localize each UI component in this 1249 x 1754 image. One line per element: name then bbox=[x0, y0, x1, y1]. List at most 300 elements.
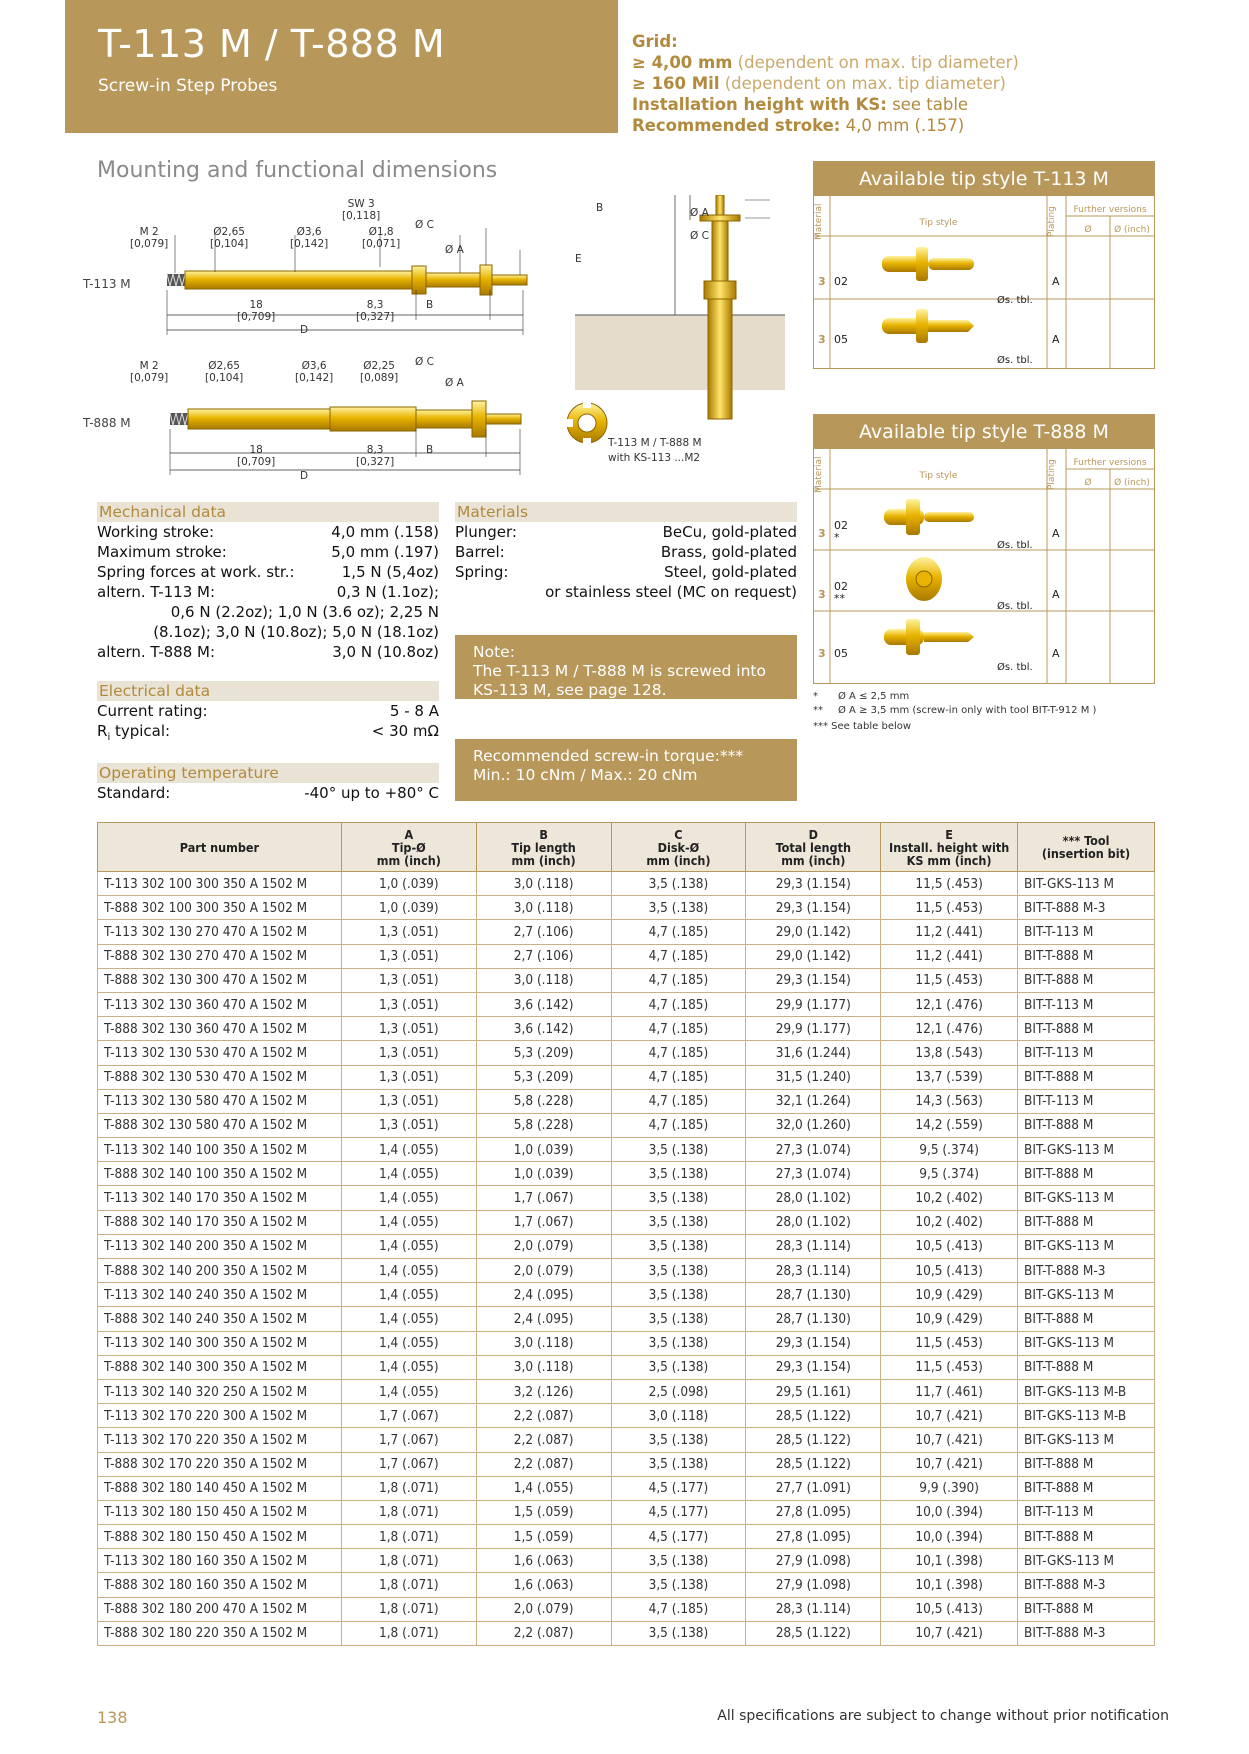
t113-row1-mat: 3 bbox=[818, 275, 826, 288]
table-cell: 1,0 (.039) bbox=[341, 872, 476, 896]
table-cell: T-113 302 140 300 350 A 1502 M bbox=[98, 1331, 342, 1355]
table-cell: 29,3 (1.154) bbox=[746, 896, 881, 920]
table-cell: 4,5 (.177) bbox=[611, 1500, 746, 1524]
table-cell: 1,4 (.055) bbox=[341, 1259, 476, 1283]
col-install-height: E Install. height with KS mm (inch) bbox=[881, 823, 1018, 872]
ks-dc: Ø C bbox=[690, 230, 709, 242]
table-cell: T-113 302 140 200 350 A 1502 M bbox=[98, 1234, 342, 1258]
table-cell: 29,0 (1.142) bbox=[746, 944, 881, 968]
table-cell: 28,0 (1.102) bbox=[746, 1186, 881, 1210]
spring-row: Spring: Steel, gold-plated bbox=[455, 563, 797, 581]
electrical-data-section bbox=[97, 681, 439, 741]
table-cell: 3,0 (.118) bbox=[476, 968, 611, 992]
d1-sw3: SW 3 [0,118] bbox=[342, 198, 381, 222]
table-cell: 5,8 (.228) bbox=[476, 1113, 611, 1137]
table-cell: 11,5 (.453) bbox=[881, 872, 1018, 896]
t888-row1-note: Øs. tbl. bbox=[997, 540, 1033, 551]
table-cell: T-888 302 140 100 350 A 1502 M bbox=[98, 1162, 342, 1186]
table-cell: 2,0 (.079) bbox=[476, 1597, 611, 1621]
table-cell: 9,9 (.390) bbox=[881, 1476, 1018, 1500]
d2-d265: Ø2,65 [0,104] bbox=[205, 360, 244, 384]
table-row bbox=[98, 1210, 1155, 1234]
table-cell: 1,4 (.055) bbox=[341, 1234, 476, 1258]
tip-style-t113-title: Available tip style T-113 M bbox=[814, 162, 1154, 196]
table-row bbox=[98, 1331, 1155, 1355]
table-cell: 28,5 (1.122) bbox=[746, 1452, 881, 1476]
table-cell: 28,3 (1.114) bbox=[746, 1597, 881, 1621]
table-cell: 28,5 (1.122) bbox=[746, 1404, 881, 1428]
table-row bbox=[98, 920, 1155, 944]
t113-label: T-113 M bbox=[83, 277, 131, 291]
table-cell: 3,0 (.118) bbox=[476, 872, 611, 896]
table-cell: 2,4 (.095) bbox=[476, 1307, 611, 1331]
t888-col-tip-style: Tip style bbox=[919, 471, 958, 481]
t888-row3-mat: 3 bbox=[818, 647, 826, 660]
table-cell: 3,5 (.138) bbox=[611, 1549, 746, 1573]
table-cell: 13,8 (.543) bbox=[881, 1041, 1018, 1065]
table-cell: 28,0 (1.102) bbox=[746, 1210, 881, 1234]
table-cell: 11,7 (.461) bbox=[881, 1379, 1018, 1403]
table-cell: 27,8 (1.095) bbox=[746, 1525, 881, 1549]
table-cell: 31,5 (1.240) bbox=[746, 1065, 881, 1089]
t113-col-dia-inch: Ø (inch) bbox=[1114, 225, 1150, 235]
table-cell: 10,5 (.413) bbox=[881, 1259, 1018, 1283]
d2-da: Ø A bbox=[445, 377, 464, 389]
tip-888-05-image bbox=[884, 619, 974, 655]
table-cell: 10,9 (.429) bbox=[881, 1283, 1018, 1307]
table-cell: 4,7 (.185) bbox=[611, 944, 746, 968]
table-cell: 1,3 (.051) bbox=[341, 992, 476, 1016]
table-cell: BIT-T-888 M-3 bbox=[1018, 1621, 1155, 1645]
table-cell: 1,4 (.055) bbox=[341, 1138, 476, 1162]
table-row bbox=[98, 944, 1155, 968]
table-cell: T-888 302 140 300 350 A 1502 M bbox=[98, 1355, 342, 1379]
table-cell: 1,8 (.071) bbox=[341, 1525, 476, 1549]
t888-row2-plating: A bbox=[1052, 588, 1060, 601]
table-row bbox=[98, 1234, 1155, 1258]
table-cell: 2,5 (.098) bbox=[611, 1379, 746, 1403]
t113-row1-note: Øs. tbl. bbox=[997, 295, 1033, 306]
table-cell: 10,2 (.402) bbox=[881, 1186, 1018, 1210]
table-row bbox=[98, 872, 1155, 896]
col-disk-dia: C Disk-Ø mm (inch) bbox=[611, 823, 746, 872]
operating-temp-section bbox=[97, 763, 439, 803]
table-cell: 28,3 (1.114) bbox=[746, 1259, 881, 1283]
t888-row3-plating: A bbox=[1052, 647, 1060, 660]
table-cell: 27,3 (1.074) bbox=[746, 1138, 881, 1162]
table-cell: 3,0 (.118) bbox=[611, 1404, 746, 1428]
d1-d36: Ø3,6 [0,142] bbox=[290, 226, 329, 250]
table-cell: T-113 302 130 360 470 A 1502 M bbox=[98, 992, 342, 1016]
alt-t888-row: altern. T-888 M: 3,0 N (10.8oz) bbox=[97, 643, 439, 661]
table-cell: 1,3 (.051) bbox=[341, 944, 476, 968]
table-cell: 10,1 (.398) bbox=[881, 1573, 1018, 1597]
section-title: Mounting and functional dimensions bbox=[97, 158, 498, 183]
table-cell: BIT-GKS-113 M bbox=[1018, 1549, 1155, 1573]
table-cell: BIT-T-888 M bbox=[1018, 1452, 1155, 1476]
table-row bbox=[98, 1017, 1155, 1041]
table-cell: T-888 302 180 150 450 A 1502 M bbox=[98, 1525, 342, 1549]
table-row bbox=[98, 1138, 1155, 1162]
d2-d36: Ø3,6 [0,142] bbox=[295, 360, 334, 384]
table-cell: 12,1 (.476) bbox=[881, 992, 1018, 1016]
table-cell: 9,5 (.374) bbox=[881, 1138, 1018, 1162]
table-cell: BIT-T-888 M bbox=[1018, 968, 1155, 992]
table-row bbox=[98, 1549, 1155, 1573]
table-row bbox=[98, 1041, 1155, 1065]
table-cell: 10,5 (.413) bbox=[881, 1597, 1018, 1621]
ks-caption-2: with KS-113 ...M2 bbox=[608, 452, 701, 464]
table-cell: 29,9 (1.177) bbox=[746, 1017, 881, 1041]
col-tip-length: B Tip length mm (inch) bbox=[476, 823, 611, 872]
table-cell: 32,0 (1.260) bbox=[746, 1113, 881, 1137]
table-cell: 10,7 (.421) bbox=[881, 1452, 1018, 1476]
table-cell: 13,7 (.539) bbox=[881, 1065, 1018, 1089]
table-cell: BIT-T-888 M bbox=[1018, 1210, 1155, 1234]
tip-02-image bbox=[882, 247, 974, 281]
table-cell: 32,1 (1.264) bbox=[746, 1089, 881, 1113]
table-cell: 1,4 (.055) bbox=[341, 1162, 476, 1186]
table-cell: BIT-T-888 M bbox=[1018, 1065, 1155, 1089]
table-cell: 3,5 (.138) bbox=[611, 1621, 746, 1645]
table-row bbox=[98, 1307, 1155, 1331]
d2-b: B bbox=[426, 444, 434, 456]
table-cell: T-113 302 140 240 350 A 1502 M bbox=[98, 1283, 342, 1307]
t888-col-dia-inch: Ø (inch) bbox=[1114, 478, 1150, 488]
table-cell: 11,5 (.453) bbox=[881, 1355, 1018, 1379]
table-row bbox=[98, 968, 1155, 992]
table-cell: BIT-GKS-113 M bbox=[1018, 1186, 1155, 1210]
table-cell: BIT-GKS-113 M-B bbox=[1018, 1404, 1155, 1428]
table-cell: 4,7 (.185) bbox=[611, 1017, 746, 1041]
table-cell: 2,2 (.087) bbox=[476, 1428, 611, 1452]
table-cell: 28,5 (1.122) bbox=[746, 1428, 881, 1452]
table-cell: 5,3 (.209) bbox=[476, 1065, 611, 1089]
table-cell: 10,9 (.429) bbox=[881, 1307, 1018, 1331]
table-cell: T-113 302 100 300 350 A 1502 M bbox=[98, 872, 342, 896]
table-cell: BIT-T-113 M bbox=[1018, 1089, 1155, 1113]
table-cell: T-113 302 140 320 250 A 1502 M bbox=[98, 1379, 342, 1403]
t888-col-material: Material bbox=[814, 456, 824, 494]
d1-d: D bbox=[300, 324, 309, 336]
table-cell: 4,7 (.185) bbox=[611, 1113, 746, 1137]
table-cell: 1,8 (.071) bbox=[341, 1597, 476, 1621]
table-cell: 11,5 (.453) bbox=[881, 968, 1018, 992]
table-cell: 1,4 (.055) bbox=[341, 1186, 476, 1210]
table-cell: 2,0 (.079) bbox=[476, 1234, 611, 1258]
table-cell: 10,1 (.398) bbox=[881, 1549, 1018, 1573]
alt-t113-line2: 0,6 N (2.2oz); 1,0 N (3.6 oz); 2,25 N bbox=[170, 603, 439, 621]
table-cell: 1,0 (.039) bbox=[476, 1162, 611, 1186]
table-cell: 11,2 (.441) bbox=[881, 920, 1018, 944]
table-cell: 1,8 (.071) bbox=[341, 1549, 476, 1573]
barrel-row: Barrel: Brass, gold-plated bbox=[455, 543, 797, 561]
table-cell: 1,5 (.059) bbox=[476, 1525, 611, 1549]
operating-heading: Operating temperature bbox=[97, 763, 439, 783]
table-cell: BIT-T-113 M bbox=[1018, 992, 1155, 1016]
table-cell: 2,4 (.095) bbox=[476, 1283, 611, 1307]
electrical-heading: Electrical data bbox=[97, 681, 439, 701]
t888-row1-mat: 3 bbox=[818, 527, 826, 540]
table-cell: BIT-T-888 M bbox=[1018, 1307, 1155, 1331]
table-cell: 3,5 (.138) bbox=[611, 1138, 746, 1162]
table-cell: 1,7 (.067) bbox=[476, 1210, 611, 1234]
table-cell: 2,7 (.106) bbox=[476, 920, 611, 944]
table-cell: 2,2 (.087) bbox=[476, 1452, 611, 1476]
tip-style-t888-panel bbox=[813, 414, 1155, 684]
table-cell: T-113 302 180 160 350 A 1502 M bbox=[98, 1549, 342, 1573]
table-row bbox=[98, 992, 1155, 1016]
table-cell: 3,0 (.118) bbox=[476, 1331, 611, 1355]
table-cell: 1,6 (.063) bbox=[476, 1549, 611, 1573]
table-cell: 10,0 (.394) bbox=[881, 1525, 1018, 1549]
table-cell: BIT-GKS-113 M bbox=[1018, 1138, 1155, 1162]
table-cell: 28,3 (1.114) bbox=[746, 1234, 881, 1258]
table-row bbox=[98, 1162, 1155, 1186]
table-cell: T-113 302 140 170 350 A 1502 M bbox=[98, 1186, 342, 1210]
ks-caption-1: T-113 M / T-888 M bbox=[608, 437, 702, 449]
tip-footnotes: * Ø A ≤ 2,5 mm ** Ø A ≥ 3,5 mm (screw-in only with tool BIT-T-912 M ) *** See table below bbox=[813, 691, 1097, 732]
table-header-row bbox=[98, 823, 1155, 872]
table-cell: 11,5 (.453) bbox=[881, 896, 1018, 920]
table-cell: 3,5 (.138) bbox=[611, 1307, 746, 1331]
table-cell: BIT-T-888 M bbox=[1018, 1476, 1155, 1500]
table-cell: BIT-GKS-113 M bbox=[1018, 1331, 1155, 1355]
table-row bbox=[98, 1476, 1155, 1500]
table-cell: 1,3 (.051) bbox=[341, 1065, 476, 1089]
t888-label: T-888 M bbox=[83, 416, 131, 430]
table-cell: 5,8 (.228) bbox=[476, 1089, 611, 1113]
col-total-length: D Total length mm (inch) bbox=[746, 823, 881, 872]
t113-row1-code: 02 bbox=[834, 275, 848, 288]
materials-section bbox=[455, 502, 797, 602]
table-cell: 3,5 (.138) bbox=[611, 1355, 746, 1379]
t113-col-plating: Plating bbox=[1047, 206, 1057, 238]
table-cell: 28,7 (1.130) bbox=[746, 1307, 881, 1331]
table-row bbox=[98, 1525, 1155, 1549]
table-cell: 3,5 (.138) bbox=[611, 1428, 746, 1452]
table-cell: 29,5 (1.161) bbox=[746, 1379, 881, 1403]
table-cell: T-113 302 170 220 300 A 1502 M bbox=[98, 1404, 342, 1428]
table-row bbox=[98, 1404, 1155, 1428]
d1-d265: Ø2,65 [0,104] bbox=[210, 226, 249, 250]
grid-label: Grid: bbox=[632, 32, 678, 51]
t888-row1-plating: A bbox=[1052, 527, 1060, 540]
table-cell: 3,5 (.138) bbox=[611, 1186, 746, 1210]
table-row bbox=[98, 1065, 1155, 1089]
ks-da: Ø A bbox=[690, 207, 709, 219]
table-cell: 4,7 (.185) bbox=[611, 1065, 746, 1089]
table-cell: 4,5 (.177) bbox=[611, 1525, 746, 1549]
d1-dc: Ø C bbox=[415, 219, 434, 231]
table-cell: 4,5 (.177) bbox=[611, 1476, 746, 1500]
table-cell: 11,5 (.453) bbox=[881, 1331, 1018, 1355]
t888-col-further: Further versions bbox=[1073, 458, 1147, 468]
ks-b: B bbox=[596, 202, 604, 214]
table-cell: 1,8 (.071) bbox=[341, 1500, 476, 1524]
table-cell: 2,0 (.079) bbox=[476, 1259, 611, 1283]
table-cell: 3,6 (.142) bbox=[476, 992, 611, 1016]
t113-row2-note: Øs. tbl. bbox=[997, 355, 1033, 366]
table-cell: 1,3 (.051) bbox=[341, 1017, 476, 1041]
table-cell: 1,5 (.059) bbox=[476, 1500, 611, 1524]
table-cell: T-113 302 130 530 470 A 1502 M bbox=[98, 1041, 342, 1065]
table-cell: 29,3 (1.154) bbox=[746, 968, 881, 992]
table-cell: BIT-T-888 M bbox=[1018, 1162, 1155, 1186]
page-title: T-113 M / T-888 M bbox=[98, 22, 446, 66]
table-cell: 3,2 (.126) bbox=[476, 1379, 611, 1403]
table-cell: T-888 302 130 580 470 A 1502 M bbox=[98, 1113, 342, 1137]
table-cell: 1,0 (.039) bbox=[476, 1138, 611, 1162]
table-cell: 14,3 (.563) bbox=[881, 1089, 1018, 1113]
table-cell: 1,4 (.055) bbox=[341, 1379, 476, 1403]
grid-mm: ≥ 4,00 mm (dependent on max. tip diameter) bbox=[632, 53, 1019, 72]
table-row bbox=[98, 1597, 1155, 1621]
t113-row2-plating: A bbox=[1052, 333, 1060, 346]
table-cell: 3,5 (.138) bbox=[611, 1573, 746, 1597]
table-cell: BIT-T-888 M bbox=[1018, 1355, 1155, 1379]
table-cell: 1,3 (.051) bbox=[341, 920, 476, 944]
table-row bbox=[98, 1113, 1155, 1137]
table-cell: BIT-T-888 M bbox=[1018, 1597, 1155, 1621]
table-cell: 3,5 (.138) bbox=[611, 896, 746, 920]
table-cell: BIT-T-888 M bbox=[1018, 944, 1155, 968]
standard-temp-row: Standard: -40° up to +80° C bbox=[97, 784, 439, 802]
table-cell: BIT-T-113 M bbox=[1018, 920, 1155, 944]
table-cell: 10,2 (.402) bbox=[881, 1210, 1018, 1234]
table-cell: T-888 302 180 160 350 A 1502 M bbox=[98, 1573, 342, 1597]
note-box: Note: The T-113 M / T-888 M is screwed into KS-113 M, see page 128. bbox=[455, 635, 797, 699]
page-subtitle: Screw-in Step Probes bbox=[98, 76, 278, 96]
t888-row1-code: 02 * bbox=[834, 519, 848, 544]
table-cell: 12,1 (.476) bbox=[881, 1017, 1018, 1041]
table-cell: 1,3 (.051) bbox=[341, 968, 476, 992]
table-cell: 3,5 (.138) bbox=[611, 1283, 746, 1307]
table-cell: 3,6 (.142) bbox=[476, 1017, 611, 1041]
table-cell: T-113 302 140 100 350 A 1502 M bbox=[98, 1138, 342, 1162]
table-cell: 1,3 (.051) bbox=[341, 1113, 476, 1137]
table-row bbox=[98, 1500, 1155, 1524]
table-cell: BIT-T-888 M-3 bbox=[1018, 1259, 1155, 1283]
table-cell: T-888 302 180 220 350 A 1502 M bbox=[98, 1621, 342, 1645]
table-cell: 1,4 (.055) bbox=[341, 1355, 476, 1379]
alt-t113-row: altern. T-113 M: 0,3 N (1.1oz); bbox=[97, 583, 439, 601]
d1-da: Ø A bbox=[445, 244, 464, 256]
t888-col-plating: Plating bbox=[1047, 459, 1057, 491]
tip-style-t113-panel bbox=[813, 161, 1155, 369]
table-cell: 29,3 (1.154) bbox=[746, 1331, 881, 1355]
table-cell: 1,7 (.067) bbox=[341, 1404, 476, 1428]
t113-col-material: Material bbox=[814, 203, 824, 241]
col-part-number: Part number bbox=[98, 823, 342, 872]
table-cell: T-113 302 130 270 470 A 1502 M bbox=[98, 920, 342, 944]
table-cell: 1,4 (.055) bbox=[341, 1331, 476, 1355]
table-cell: 2,7 (.106) bbox=[476, 944, 611, 968]
table-cell: T-888 302 170 220 350 A 1502 M bbox=[98, 1452, 342, 1476]
table-cell: BIT-GKS-113 M bbox=[1018, 872, 1155, 896]
table-row bbox=[98, 1259, 1155, 1283]
alt-t113-line3: (8.1oz); 3,0 N (10.8oz); 5,0 N (18.1oz) bbox=[153, 623, 439, 641]
table-cell: BIT-T-888 M-3 bbox=[1018, 896, 1155, 920]
ri-typical-row: $R_i$ typical: < 30 mΩ bbox=[97, 722, 439, 743]
table-cell: 1,0 (.039) bbox=[341, 896, 476, 920]
d1-b: B bbox=[426, 299, 434, 311]
table-cell: 1,4 (.055) bbox=[476, 1476, 611, 1500]
parts-table bbox=[97, 822, 1155, 1646]
spring-force-row: Spring forces at work. str.: 1,5 N (5,4oz) bbox=[97, 563, 439, 581]
install-height: Installation height with KS: see table bbox=[632, 95, 969, 114]
table-row bbox=[98, 1379, 1155, 1403]
table-cell: BIT-GKS-113 M bbox=[1018, 1234, 1155, 1258]
tip-style-t888-title: Available tip style T-888 M bbox=[814, 415, 1154, 449]
table-row bbox=[98, 1089, 1155, 1113]
mechanical-heading: Mechanical data bbox=[97, 502, 439, 522]
table-cell: 1,4 (.055) bbox=[341, 1283, 476, 1307]
table-cell: 28,5 (1.122) bbox=[746, 1621, 881, 1645]
table-cell: 3,5 (.138) bbox=[611, 1162, 746, 1186]
d2-d225: Ø2,25 [0,089] bbox=[360, 360, 399, 384]
header-banner bbox=[65, 0, 618, 133]
plunger-row: Plunger: BeCu, gold-plated bbox=[455, 523, 797, 541]
table-cell: T-888 302 130 300 470 A 1502 M bbox=[98, 968, 342, 992]
table-cell: T-888 302 130 530 470 A 1502 M bbox=[98, 1065, 342, 1089]
d2-dc: Ø C bbox=[415, 356, 434, 368]
table-cell: 29,3 (1.154) bbox=[746, 1355, 881, 1379]
table-row bbox=[98, 1428, 1155, 1452]
table-cell: 3,5 (.138) bbox=[611, 1234, 746, 1258]
table-cell: 1,6 (.063) bbox=[476, 1573, 611, 1597]
table-cell: 1,7 (.067) bbox=[341, 1428, 476, 1452]
table-cell: 27,9 (1.098) bbox=[746, 1549, 881, 1573]
t888-row2-code: 02 ** bbox=[834, 580, 848, 605]
t888-row2-mat: 3 bbox=[818, 588, 826, 601]
ks-socket-drawing bbox=[575, 195, 785, 419]
table-cell: 2,2 (.087) bbox=[476, 1404, 611, 1428]
max-stroke-row: Maximum stroke: 5,0 mm (.197) bbox=[97, 543, 439, 561]
table-cell: 10,7 (.421) bbox=[881, 1621, 1018, 1645]
d1-l83: 8,3 [0,327] bbox=[356, 299, 395, 323]
table-row bbox=[98, 1186, 1155, 1210]
tip-888-02b-image bbox=[906, 557, 942, 601]
table-cell: T-888 302 140 200 350 A 1502 M bbox=[98, 1259, 342, 1283]
table-cell: 10,7 (.421) bbox=[881, 1404, 1018, 1428]
t888-row3-note: Øs. tbl. bbox=[997, 662, 1033, 673]
table-cell: 4,7 (.185) bbox=[611, 992, 746, 1016]
table-cell: 10,5 (.413) bbox=[881, 1234, 1018, 1258]
t113-row2-mat: 3 bbox=[818, 333, 826, 346]
table-cell: 27,3 (1.074) bbox=[746, 1162, 881, 1186]
footer-note: All specifications are subject to change without prior notification bbox=[717, 1708, 1169, 1724]
table-cell: T-888 302 100 300 350 A 1502 M bbox=[98, 896, 342, 920]
table-cell: BIT-T-113 M bbox=[1018, 1041, 1155, 1065]
d2-d: D bbox=[300, 470, 309, 482]
page-number: 138 bbox=[97, 1708, 128, 1727]
t888-row3-code: 05 bbox=[834, 647, 848, 660]
table-cell: 4,7 (.185) bbox=[611, 920, 746, 944]
t113-col-dia: Ø bbox=[1084, 225, 1092, 235]
table-cell: BIT-T-888 M bbox=[1018, 1017, 1155, 1041]
working-stroke-row: Working stroke: 4,0 mm (.158) bbox=[97, 523, 439, 541]
table-cell: 1,8 (.071) bbox=[341, 1621, 476, 1645]
table-cell: 28,7 (1.130) bbox=[746, 1283, 881, 1307]
col-tool: *** Tool (insertion bit) bbox=[1018, 823, 1155, 872]
table-cell: 4,7 (.185) bbox=[611, 1597, 746, 1621]
d1-d18: Ø1,8 [0,071] bbox=[362, 226, 401, 250]
tip-05-image bbox=[882, 309, 974, 343]
table-cell: T-888 302 180 140 450 A 1502 M bbox=[98, 1476, 342, 1500]
table-cell: 1,7 (.067) bbox=[341, 1452, 476, 1476]
table-cell: BIT-T-888 M-3 bbox=[1018, 1573, 1155, 1597]
